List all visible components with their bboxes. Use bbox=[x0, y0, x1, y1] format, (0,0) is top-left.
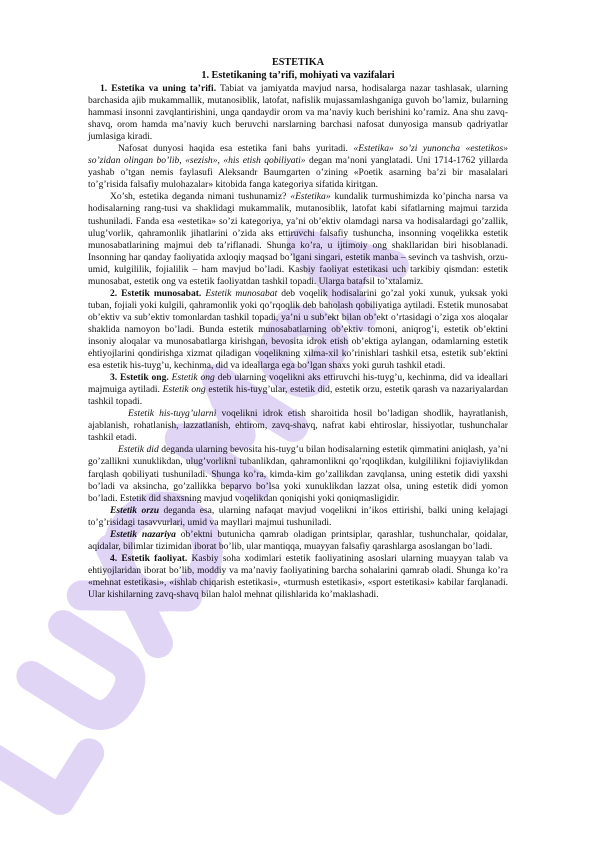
paragraph-emphasis: Estetik munosabat bbox=[201, 287, 278, 299]
paragraph-5 bbox=[88, 372, 508, 408]
paragraph-text: voqelikni idrok etish sharoitida hosil bo’ladigan shodlik, hayratlanish, ajablanish, rohatlanish, lazzatlanish, ehtirom, zavq-shavq, nafrat kabi ehtiroslar, hissiyotlar, tushunchalar tashkil etadi. bbox=[88, 408, 508, 444]
paragraph-emphasis: Estetik ong bbox=[168, 372, 215, 384]
paragraph-text: degan ma’noni yanglatadi. Uni 1714-1762 yillarda yashab o’tgan nemis faylasufi Aleksandr Baumgarten o’zining «Poetik asarning ba’zi bir masalalari to’g’risida falsafiy mulohazalar» kitobida fanga kategoriya sifatida kiritgan. bbox=[88, 155, 508, 191]
paragraph-2 bbox=[88, 143, 508, 191]
paragraph-text: Tabiat va jamiyatda mavjud narsa, hodisalarga nazar tashlasak, ularning barchasida ajib mukammallik, mutanosiblik, latofat, nafislik mujassamlashganiga guvoh bo’lamiz, bularning hammasi insonni zavqlantirishini, unga qandaydir orom va ma’naviy kuch berishini ko’ramiz. Ana shu zavq-shavq, orom hamda ma’naviy kuch beruvchi narslarning barchasi nafosat dunyosiga mansub qadriyatlar jumlasiga kiradi. bbox=[88, 83, 508, 143]
paragraph-1 bbox=[88, 83, 508, 143]
paragraph-emphasis: «Estetika» so’zi yunoncha «estetikos» so’zidan olingan bo’lib, «sezish», «his etish qobiliyati» bbox=[88, 143, 508, 167]
paragraph-7 bbox=[88, 444, 508, 504]
paragraph-10 bbox=[88, 553, 508, 601]
paragraph-emphasis: Estetik his-tuyg’ularni bbox=[128, 408, 217, 420]
paragraph-text: ob’ektni butunicha qamrab oladigan printsiplar, qarashlar, tushunchalar, qoidalar, aqidalar, bilimlar tizimidan iborat bo’lib, ular mantiqqa, muayyan falsafiy qarashlarga asoslangan bo’ladi. bbox=[88, 528, 509, 552]
paragraph-text: deb voqelik hodisalarini go’zal yoki xunuk, yuksak yoki tuban, fojiali yoki kulgili, qahramonlik yoki qo’rqoqlik deb baholash qobiliyatiga aytiladi. Estetik munosabat ob’ektiv va sub’ektiv tomonlardan tashkil topadi, ya’ni u sub’ekt bilan ob’ekt o’rtasidagi o’ziga xos aloqalar shaklida namoyon bo’ladi. Bunda estetik munosabatlarning ob’ektiv tomoni, aniqrog’i, estetik ob’ektini insoniy aloqalar va munosabatlarga kirishgan, bevosita idrok etish ob’ektiga aylangan, odamlarning estetik ehtiyojlarini qondirishga xizmat qiladigan voqelikning xilma-xil ko’rinishlari tashkil etsa, estetik sub’ektini esa estetik his-tuyg’u, kechinma, did va ideallarga ega bo’lgan shaxs yoki guruh tashkil etadi. bbox=[88, 287, 508, 372]
paragraph-8 bbox=[88, 505, 508, 529]
paragraph-9 bbox=[88, 529, 508, 553]
paragraph-4 bbox=[88, 288, 508, 372]
paragraph-lead: 2. Estetik munosabat. bbox=[110, 287, 202, 299]
paragraph-emphasis: Estetik orzu bbox=[110, 504, 160, 516]
paragraph-text: kundalik turmushimizda ko’pincha narsa va hodisalarning rang-tusi va shaklidagi mukammalik, mutanosiblik, latofat kabi sifatlarning majmui tarzida tushuniladi. Fanda esa «estetika» so’zi kategoriya, ya’ni ob’ektiv olamdagi narsa va hodisalardagi go’zallik, ulug’vorlik, qahramonlik jihatlarini o’zida aks ettiruvchi falsafiy tushuncha, insonning voqelikka estetik munosabatlarining majmui deb ta’riflanadi. Shunga ko’ra, u ijtimoiy ong shakllaridan biri hisoblanadi. Insonning har qanday faoliyatida axloqiy maqsad bo’lgani singari, estetik manba – sevinch va tashvish, orzu-umid, kulgililik, fojialilik – ham mavjud bo’ladi. Kasbiy faoliyat estetikasi uch tarkibiy qismdan: estetik munosabat, estetik ong va estetik faoliyatdan tashkil topadi. Ularga batafsil to’xtalamiz. bbox=[88, 191, 508, 287]
paragraph-lead: 3. Estetik ong. bbox=[110, 372, 169, 384]
paragraph-3 bbox=[88, 191, 508, 287]
paragraph-text: Nafosat dunyosi haqida esa estetika fani bahs yuritadi. bbox=[118, 143, 354, 155]
paragraph-emphasis: Estetik nazariya bbox=[110, 528, 176, 540]
paragraph-emphasis: Estetik did bbox=[118, 444, 159, 456]
paragraph-lead: 1. Estetika va uning ta’rifi. bbox=[100, 83, 217, 94]
paragraph-text: deganda esa, ularning nafaqat mavjud voqelikni in’ikos ettirishi, balki uning kelajagi to’g’risidagi tasavvurlari, umid va mayllari majmui tushuniladi. bbox=[88, 504, 508, 528]
paragraph-lead: 4. Estetik faoliyat. bbox=[110, 552, 188, 564]
document-page bbox=[88, 56, 508, 601]
paragraph-text: deganda ularning bevosita his-tuyg’u bilan hodisalarning estetik qimmatini aniqlash, ya’ni go’zallikni xunuklikdan, ulug’vorlikni tubanlikdan, qahramonlikni qo’rqoqlikdan, kulgililikni fojiaviylikdan farqlash qobiliyati tushuniladi. Shunga ko’ra, kimda-kim go’zallikdan zavqlansa, uning estetik didi yaxshi bo’ladi va aksincha, go’zallikka beparvo bo’lsa yoki xunuklikdan lazzat olsa, uning estetik didi yomon bo’ladi. Estetik did shaxsning mavjud voqelikdan qoniqishi yoki qoniqmasligidir. bbox=[88, 444, 508, 504]
document-title: ESTETIKA bbox=[271, 57, 325, 68]
section-subtitle: 1. Estetikaning ta’rifi, mohiyati va vazifalari bbox=[201, 70, 395, 81]
paragraph-text: deb ularning voqelikni aks ettiruvchi his-tuyg’u, kechinma, did va ideallari majmuiga aytiladi. bbox=[88, 372, 509, 396]
paragraph-emphasis: «Estetika» bbox=[290, 191, 331, 203]
paragraph-6 bbox=[88, 408, 508, 444]
paragraph-text: estetik his-tuyg’ular, estetik did, estetik orzu, estetik qarash va nazariyalardan tashkil topadi. bbox=[88, 384, 508, 408]
paragraph-text: Xo’sh, estetika deganda nimani tushunamiz? bbox=[110, 191, 291, 203]
paragraph-text: Kasbiy soha xodimlari estetik faoliyatining asoslari ularning muayyan talab va ehtiyojlaridan iborat bo’lib, moddiy va ma’naviy faoliyatining barcha sohalarini qamrab oladi. Shunga ko’ra «mehnat estetikasi», «ishlab chiqarish estetikasi», «turmush estetikasi», «sport estetikasi» kabilar farqlanadi. Ular kishilarning zavq-shavq bilan halol mehnat qilishlarida ko’maklashadi. bbox=[88, 552, 509, 600]
paragraph-emphasis: Estetik ong bbox=[162, 384, 206, 396]
